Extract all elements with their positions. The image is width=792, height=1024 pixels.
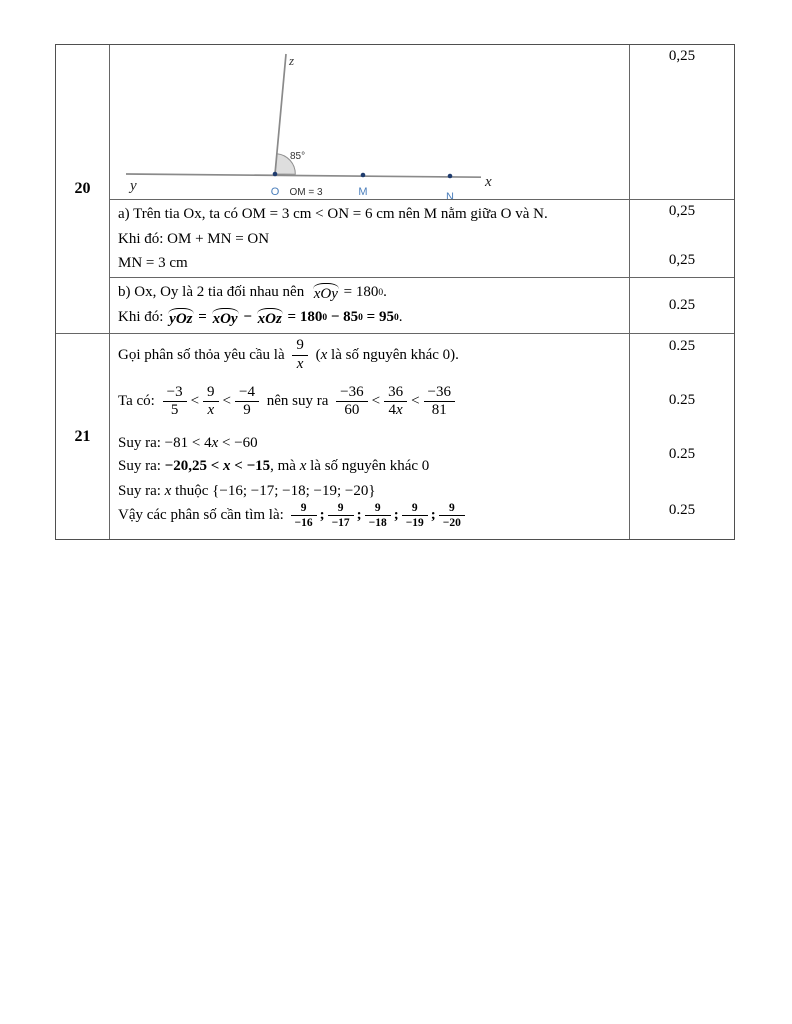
answer-key-table <box>55 44 735 540</box>
fraction: $\frac{9}{-18}$ <box>365 502 391 529</box>
score-value: 0.25 <box>668 446 696 462</box>
score-value: 0,25 <box>668 203 696 219</box>
point-O <box>273 172 278 177</box>
part-a-cell <box>110 200 630 278</box>
score-value: 0.25 <box>668 297 696 313</box>
p21-line3: Suy ra: −81 < 4 x < −60 <box>118 435 258 451</box>
figure-label-y: y <box>130 178 137 194</box>
score-cell-problem-21 <box>630 334 734 539</box>
p21-line6: Vậy các phân số cần tìm là: $\frac{9}{-16}$ ; $\frac{9}{-17}$ ; $\frac{9}{-18}$ ; $\frac{9}{-19}$ ; $\frac{9}{-20}$ <box>118 502 629 529</box>
angle-xOz: xOz <box>256 308 284 327</box>
problem-number-20 <box>56 45 110 334</box>
fraction: $\frac{9}{x}$ <box>203 385 219 420</box>
fraction: $\frac{9}{x}$ <box>292 338 308 373</box>
problem-number-label: 21 <box>74 427 91 445</box>
fraction: $\frac{9}{-16}$ <box>291 502 317 529</box>
score-cell-figure <box>630 45 734 200</box>
part-a-line1: a) Trên tia Ox, ta có OM = 3 cm < ON = 6 cm nên M nằm giữa O và N. <box>118 206 548 222</box>
angle-yOz: yOz <box>167 308 194 327</box>
score-cell-part-a <box>630 200 734 278</box>
figure-label-z: z <box>289 53 295 68</box>
p21-line2: Ta có: $\frac{-3}{5}$ < $\frac{9}{x}$ < $\frac{-4}{9}$ nên suy ra $\frac{-36}{60}$ < $\frac{36}{4x}$ < $\frac{-36}{81}$ <box>118 385 629 420</box>
score-value: 0,25 <box>668 48 696 64</box>
part-b-line1: b) Ox, Oy là 2 tia đối nhau nên xOy = 180 0 . <box>118 284 387 302</box>
part-a-line2: Khi đó: OM + MN = ON <box>118 231 270 247</box>
problem-21-cell <box>110 334 630 539</box>
figure-label-om3: OM = 3 <box>289 187 323 198</box>
score-cell-part-b <box>630 278 734 334</box>
angle-xOy: xOy <box>211 308 240 327</box>
geometry-figure <box>110 45 630 199</box>
figure-label-N: N <box>446 191 454 199</box>
fraction: $\frac{9}{-17}$ <box>328 502 354 529</box>
part-a-line3: MN = 3 cm <box>118 255 188 271</box>
fraction: $\frac{-36}{81}$ <box>424 385 455 420</box>
fraction: $\frac{36}{4x}$ <box>384 385 407 420</box>
fraction: $\frac{-36}{60}$ <box>336 385 367 420</box>
p21-line4: Suy ra: −20,25 < x < −15 , mà x là số nguyên khác 0 <box>118 458 430 474</box>
score-value: 0,25 <box>668 252 696 268</box>
fraction: $\frac{-3}{5}$ <box>163 385 187 420</box>
angle-xOy: xOy <box>312 283 340 302</box>
figure-label-85deg: 85° <box>290 151 306 162</box>
figure-label-x: x <box>485 174 492 190</box>
point-N <box>448 174 453 179</box>
problem-number-21 <box>56 334 110 539</box>
p21-line1: Gọi phân số thỏa yêu cầu là $\frac{9}{x}$ ( x là số nguyên khác 0). <box>118 337 459 372</box>
line-yx <box>126 174 481 177</box>
score-value: 0.25 <box>668 338 696 354</box>
problem-number-label: 20 <box>74 180 91 197</box>
fraction: $\frac{-4}{9}$ <box>235 385 259 420</box>
geometry-figure-cell <box>110 45 630 200</box>
score-value: 0.25 <box>668 392 696 408</box>
p21-line5: Suy ra: x thuộc {−16; −17; −18; −19; −20} <box>118 483 376 499</box>
part-b-line2: Khi đó: yOz = xOy − xOz = 180 0 − 85 0 = 95 0 . <box>118 309 403 327</box>
figure-label-M: M <box>358 186 368 198</box>
part-b-cell <box>110 278 630 334</box>
score-value: 0.25 <box>668 502 696 518</box>
figure-label-O: O <box>270 186 280 198</box>
fraction: $\frac{9}{-20}$ <box>439 502 465 529</box>
point-M <box>361 173 366 178</box>
fraction: $\frac{9}{-19}$ <box>402 502 428 529</box>
